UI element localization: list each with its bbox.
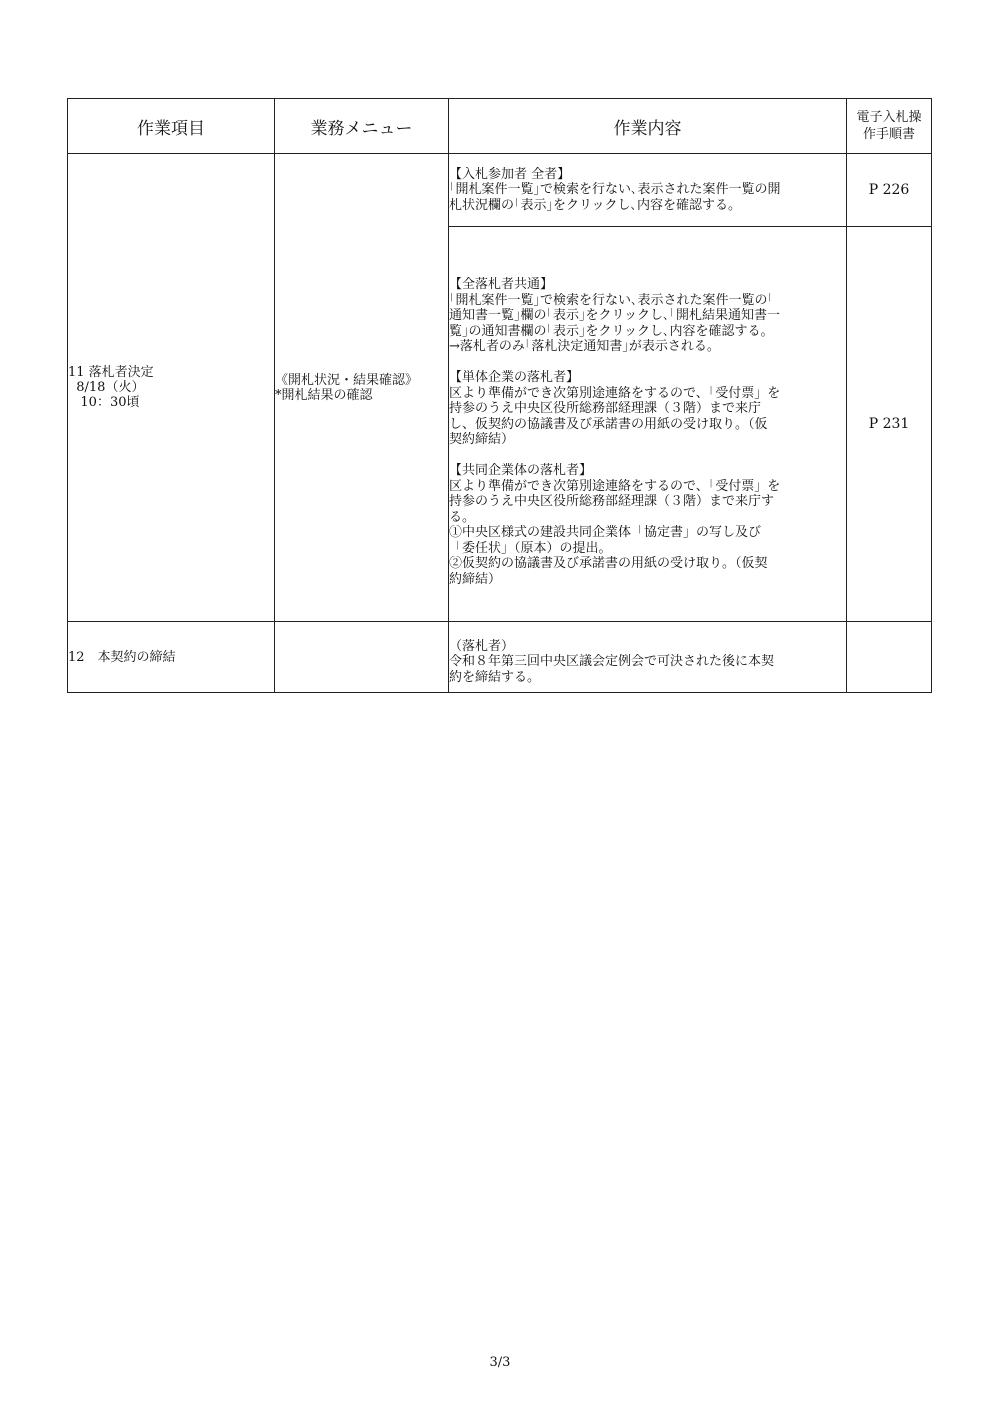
- content-line: る。: [449, 509, 476, 525]
- manual-page-ref: P 231: [847, 227, 932, 622]
- content-block: [449, 622, 847, 693]
- content-line: 令和８年第三回中央区議会定例会で可決された後に本契: [449, 654, 775, 670]
- content-line: 【全落札者共通】: [449, 277, 554, 292]
- content-line: ｢開札案件一覧｣で検索を行ない､表示された案件一覧の開: [449, 182, 781, 198]
- manual-page-ref: P 226: [847, 154, 932, 227]
- content-block: [449, 154, 847, 227]
- content-gap: [449, 355, 846, 371]
- content-line: 約締結）: [449, 571, 502, 587]
- content-line: 覧｣の通知書欄の｢表示｣をクリックし､内容を確認する。: [449, 323, 774, 339]
- item-cell: [68, 154, 275, 622]
- header-row: [68, 99, 932, 154]
- content-line: 持参のうえ中央区役所総務部経理課（３階）まで来庁す: [449, 494, 775, 509]
- content-line: 【単体企業の落札者】: [449, 370, 580, 385]
- content-line: 【共同企業体の落札者】: [449, 463, 593, 478]
- content-line: ｢開札案件一覧｣で検索を行ない､表示された案件一覧の｢: [449, 292, 775, 308]
- content-line: ①中央区様式の建設共同企業体「協定書」の写し及び: [449, 525, 762, 540]
- item-cell: [68, 622, 275, 693]
- header-manual: [847, 99, 932, 154]
- header-menu: 業務メニュー: [275, 99, 449, 154]
- page-number: 3/3: [489, 1355, 511, 1370]
- table-row: [68, 154, 932, 227]
- content-block: [449, 227, 847, 622]
- content-line: 区より準備ができ次第別途連絡をするので、「受付票」を: [449, 385, 781, 401]
- content-line: （落札者）: [449, 638, 515, 654]
- header-item: 作業項目: [68, 99, 275, 154]
- item-line: 8/18（火）: [68, 380, 145, 395]
- content-line: 約を締結する。: [449, 669, 541, 685]
- table-row: [68, 622, 932, 693]
- content-line: 持参のうえ中央区役所総務部経理課（３階）まで来庁: [449, 401, 762, 416]
- item-line: 10：30頃: [68, 395, 140, 410]
- content-line: 区より準備ができ次第別途連絡をするので、「受付票」を: [449, 478, 781, 494]
- content-line: し、仮契約の協議書及び承諾書の用紙の受け取り。（仮: [449, 416, 768, 432]
- content-line: →落札者のみ｢落札決定通知書｣が表示される。: [449, 339, 720, 354]
- content-line: 【入札参加者 全者】: [449, 166, 571, 182]
- content-line: ②仮契約の協議書及び承諾書の用紙の受け取り。（仮契: [449, 556, 768, 571]
- manual-page-ref: [847, 622, 932, 693]
- menu-line: *開札結果の確認: [275, 387, 373, 403]
- menu-cell: [275, 622, 449, 693]
- header-content: 作業内容: [449, 99, 847, 154]
- content-gap: [449, 448, 846, 464]
- content-line: 「委任状」（原本）の提出。: [449, 540, 612, 556]
- item-line: 11 落札者決定: [68, 365, 154, 380]
- menu-cell: [275, 154, 449, 622]
- content-line: 通知書一覧｣欄の｢表示｣をクリックし､｢開札結果通知書一: [449, 308, 780, 323]
- procedure-table: [67, 98, 932, 693]
- content-line: 札状況欄の｢表示｣をクリックし､内容を確認する。: [449, 197, 741, 213]
- item-line: 12 本契約の締結: [68, 649, 176, 665]
- header-manual-line2: 作手順書: [862, 127, 915, 142]
- content-line: 契約締結）: [449, 432, 515, 447]
- header-manual-line1: 電子入札操: [856, 110, 922, 125]
- menu-line: 《開札状況・結果確認》: [275, 372, 419, 388]
